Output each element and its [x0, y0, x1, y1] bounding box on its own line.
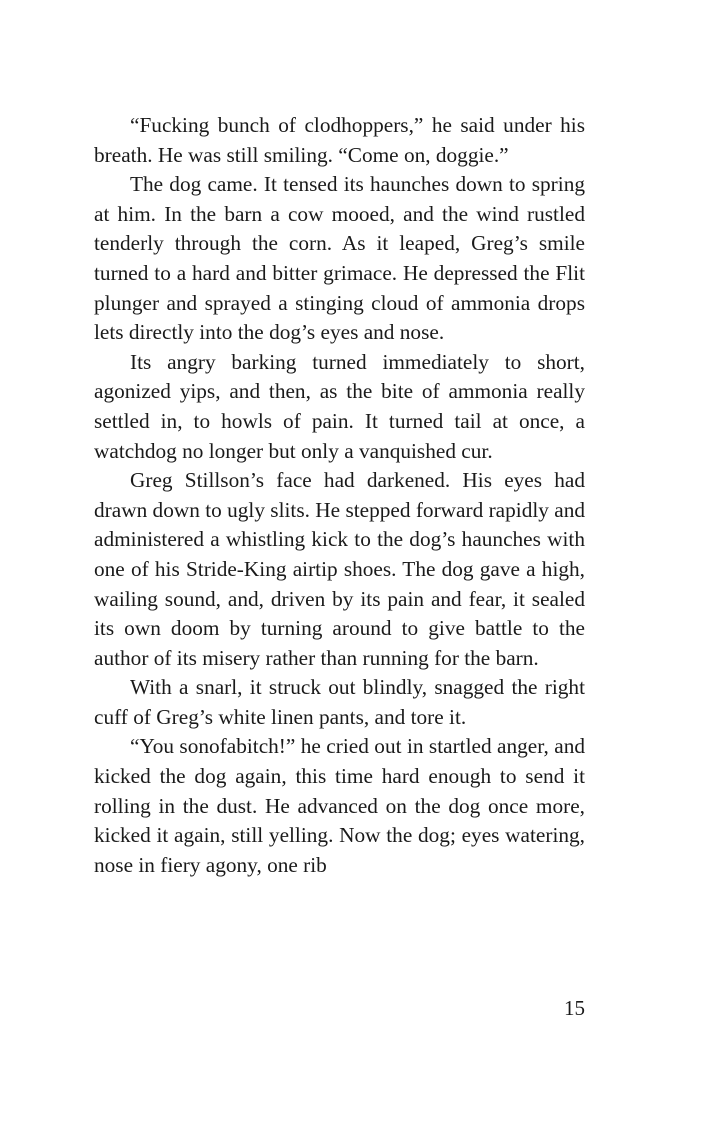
paragraph: With a snarl, it struck out blindly, snagged the right cuff of Greg’s white linen pants, and tore it. — [94, 675, 585, 729]
page-number: 15 — [564, 996, 585, 1020]
paragraph: Its angry barking turned immediately to short, agonized yips, and then, as the bite of ammonia really settled in, to howls of pain. It turned tail at once, a watchdog no longer but only a vanquished cur. — [94, 349, 585, 463]
paragraph: The dog came. It tensed its haunches down to spring at him. In the barn a cow mooed, and the wind rustled tenderly through the corn. As it leaped, Greg’s smile turned to a hard and bitter grimace. He depressed the Flit plunger and sprayed a stinging cloud of ammonia drops lets directly into the dog’s eyes and nose. — [94, 172, 585, 345]
paragraph: “You sonofabitch!” he cried out in startled anger, and kicked the dog again, this time hard enough to send it rolling in the dust. He advanced on the dog once more, kicked it again, still yelling. Now the dog; eyes watering, nose in fiery agony, one rib — [94, 734, 585, 877]
paragraph: “Fucking bunch of clodhoppers,” he said under his breath. He was still smiling. “Come on, doggie.” — [94, 113, 585, 167]
body-text — [94, 111, 585, 880]
paragraph: Greg Stillson’s face had darkened. His eyes had drawn down to ugly slits. He stepped forward rapidly and administered a whistling kick to the dog’s haunches with one of his Stride-King airtip shoes. The dog gave a high, wailing sound, and, driven by its pain and fear, it sealed its own doom by turning around to give battle to the author of its misery rather than running for the barn. — [94, 468, 585, 670]
